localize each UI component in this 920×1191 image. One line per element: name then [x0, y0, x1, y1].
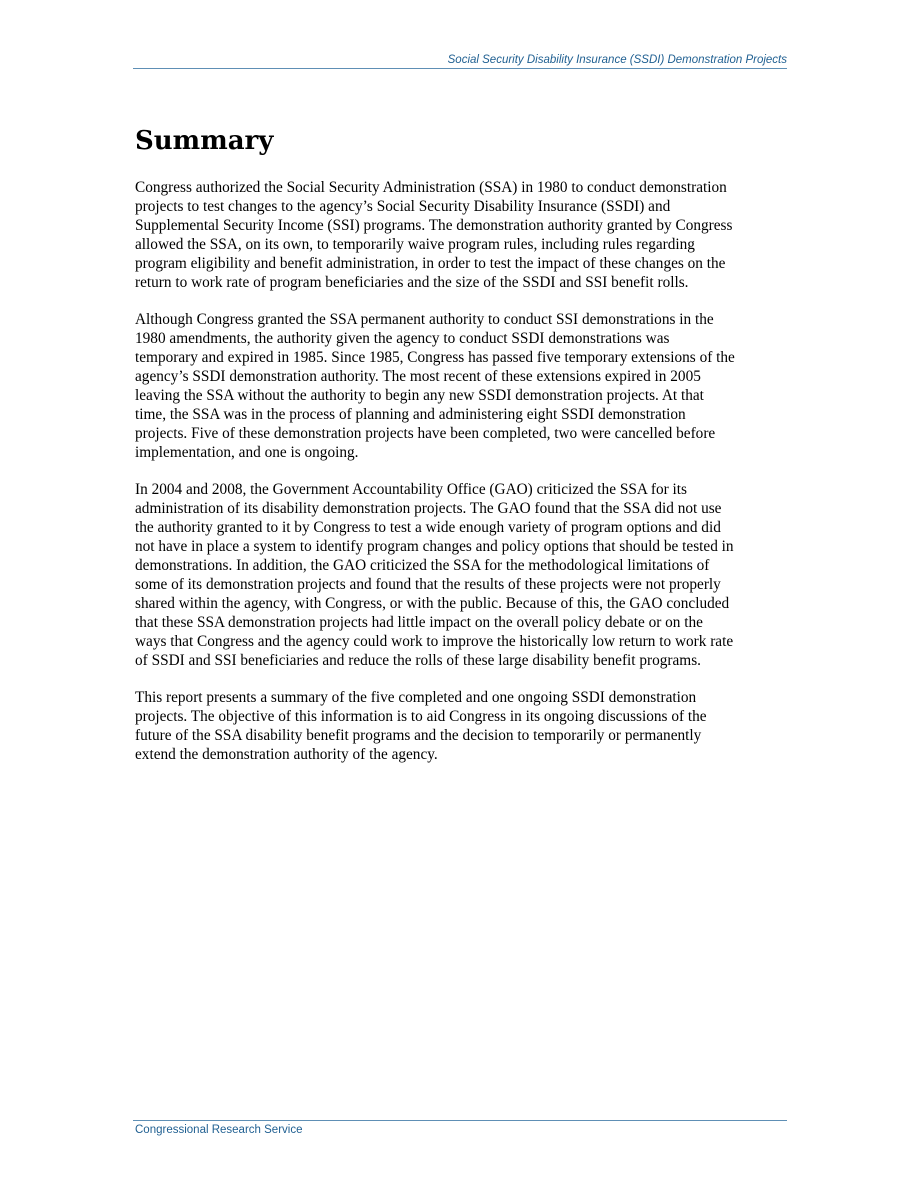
text-line: time, the SSA was in the process of planning and administering eight SSDI demonstration [135, 406, 686, 423]
text-line: demonstrations. In addition, the GAO criticized the SSA for the methodological limitations of [135, 557, 710, 574]
running-footer: Congressional Research Service [135, 1124, 303, 1136]
text-line: of SSDI and SSI beneficiaries and reduce the rolls of these large disability benefit programs. [135, 652, 701, 669]
text-line: Supplemental Security Income (SSI) programs. The demonstration authority granted by Congress [135, 217, 733, 234]
text-line: the authority granted to it by Congress to test a wide enough variety of program options and did [135, 519, 721, 536]
text-line: allowed the SSA, on its own, to temporarily waive program rules, including rules regarding [135, 236, 695, 253]
text-line: return to work rate of program beneficiaries and the size of the SSDI and SSI benefit rolls. [135, 274, 689, 291]
text-line: program eligibility and benefit administration, in order to test the impact of these changes on the [135, 255, 726, 272]
text-line: not have in place a system to identify program changes and policy options that should be tested in [135, 538, 734, 555]
summary-body [135, 178, 791, 782]
paragraph-2 [135, 310, 791, 462]
text-line: Although Congress granted the SSA permanent authority to conduct SSI demonstrations in the [135, 311, 714, 328]
footer-divider [133, 1120, 787, 1121]
paragraph-3 [135, 480, 791, 670]
text-line: future of the SSA disability benefit programs and the decision to temporarily or permanently [135, 727, 702, 744]
running-header: Social Security Disability Insurance (SSDI) Demonstration Projects [447, 54, 787, 66]
text-line: temporary and expired in 1985. Since 1985, Congress has passed five temporary extensions of the [135, 349, 735, 366]
text-line: agency’s SSDI demonstration authority. The most recent of these extensions expired in 2005 [135, 368, 701, 385]
header-divider [133, 68, 787, 69]
text-line: projects. Five of these demonstration projects have been completed, two were cancelled before [135, 425, 716, 442]
text-line: administration of its disability demonstration projects. The GAO found that the SSA did not use [135, 500, 722, 517]
paragraph-4 [135, 688, 791, 764]
text-line: that these SSA demonstration projects had little impact on the overall policy debate or on the [135, 614, 703, 631]
text-line: This report presents a summary of the five completed and one ongoing SSDI demonstration [135, 689, 697, 706]
text-line: ways that Congress and the agency could work to improve the historically low return to work rate [135, 633, 734, 650]
page-title: Summary [135, 126, 274, 156]
text-line: extend the demonstration authority of the agency. [135, 746, 438, 763]
text-line: Congress authorized the Social Security Administration (SSA) in 1980 to conduct demonstration [135, 179, 727, 196]
text-line: leaving the SSA without the authority to begin any new SSDI demonstration projects. At that [135, 387, 704, 404]
text-line: some of its demonstration projects and found that the results of these projects were not properly [135, 576, 721, 593]
text-line: implementation, and one is ongoing. [135, 444, 359, 461]
text-line: shared within the agency, with Congress, or with the public. Because of this, the GAO concluded [135, 595, 730, 612]
text-line: 1980 amendments, the authority given the agency to conduct SSDI demonstrations was [135, 330, 670, 347]
text-line: In 2004 and 2008, the Government Accountability Office (GAO) criticized the SSA for its [135, 481, 687, 498]
text-line: projects. The objective of this information is to aid Congress in its ongoing discussions of the [135, 708, 707, 725]
paragraph-1 [135, 178, 791, 292]
text-line: projects to test changes to the agency’s Social Security Disability Insurance (SSDI) and [135, 198, 671, 215]
